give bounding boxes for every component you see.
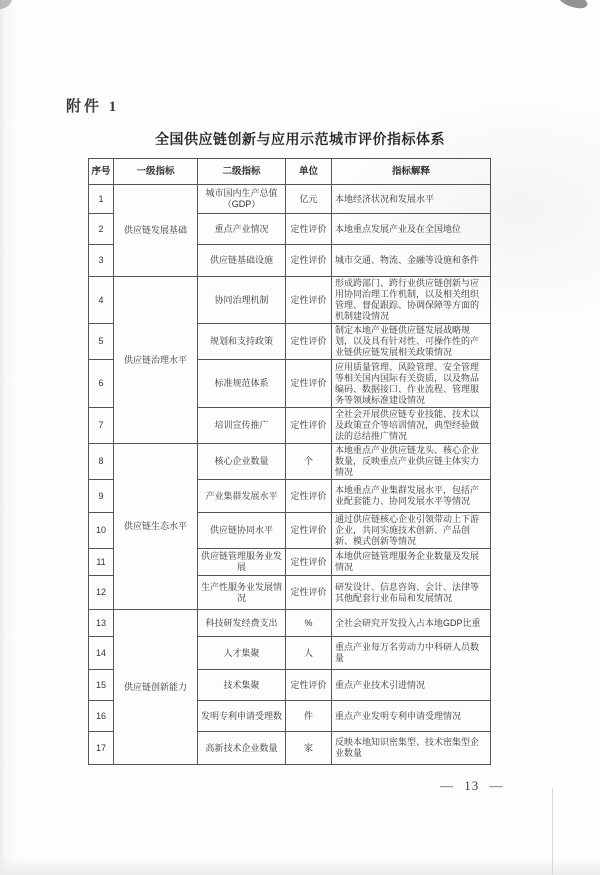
secondary-indicator-cell: 核心企业数量 (198, 444, 286, 480)
secondary-indicator-cell: 人才集聚 (198, 637, 286, 670)
unit-cell: 定性评价 (286, 245, 332, 277)
row-number-cell: 13 (89, 610, 114, 637)
explanation-cell: 重点产业发明专利申请受理情况 (332, 701, 491, 732)
row-number-cell: 9 (89, 480, 114, 513)
row-number-cell: 11 (89, 549, 114, 576)
table-header-row (89, 159, 491, 185)
explanation-cell: 重点产业每万名劳动力中科研人员数量 (332, 637, 491, 670)
secondary-indicator-cell: 生产性服务业发展情况 (198, 576, 286, 610)
unit-cell: 定性评价 (286, 576, 332, 610)
secondary-indicator-cell: 规划和支持政策 (198, 324, 286, 360)
indicator-table (88, 158, 491, 765)
row-number-cell: 17 (89, 732, 114, 765)
explanation-cell: 制定本地产业链供应链发展战略规划，以及具有针对性、可操作性的产业链供应链发展相关政策情况 (332, 324, 491, 360)
unit-cell: 定性评价 (286, 408, 332, 444)
explanation-cell: 本地重点发展产业及在全国地位 (332, 214, 491, 245)
attachment-label: 附件 1 (66, 99, 120, 115)
scan-smudge-top-left (0, 0, 12, 9)
primary-indicator-cell: 供应链发展基础 (114, 185, 198, 277)
primary-indicator-cell: 供应链创新能力 (114, 610, 198, 765)
explanation-cell: 全社会开展供应链专业技能、技术以及政策宣介等培训情况，典型经验做法的总结推广情况 (332, 408, 491, 444)
unit-cell: 定性评价 (286, 513, 332, 549)
unit-cell: % (286, 610, 332, 637)
table-row (89, 277, 491, 324)
secondary-indicator-cell: 供应链基础设施 (198, 245, 286, 277)
unit-cell: 定性评价 (286, 277, 332, 324)
unit-cell: 定性评价 (286, 549, 332, 576)
secondary-indicator-cell: 产业集群发展水平 (198, 480, 286, 513)
secondary-indicator-cell: 发明专利申请受理数 (198, 701, 286, 732)
explanation-cell: 反映本地知识密集型、技术密集型企业数量 (332, 732, 491, 765)
row-number-cell: 7 (89, 408, 114, 444)
secondary-indicator-cell: 重点产业情况 (198, 214, 286, 245)
explanation-cell: 形成跨部门、跨行业供应链创新与应用协同治理工作机制，以及相关组织管理、督促跟踪、协调保障等方面的机制建设情况 (332, 277, 491, 324)
scan-shadow-bottom (0, 858, 600, 875)
explanation-cell: 城市交通、物流、金融等设施和条件 (332, 245, 491, 277)
explanation-cell: 本地重点产业集群发展水平，包括产业配套能力、协同发展水平等情况 (332, 480, 491, 513)
explanation-cell: 本地重点产业供应链龙头、核心企业数量，反映重点产业供应链主体实力情况 (332, 444, 491, 480)
unit-cell: 人 (286, 637, 332, 670)
document-title: 全国供应链创新与应用示范城市评价指标体系 (155, 131, 445, 147)
row-number-cell: 4 (89, 277, 114, 324)
secondary-indicator-cell: 高新技术企业数量 (198, 732, 286, 765)
column-header-explanation: 指标解释 (332, 159, 491, 185)
row-number-cell: 2 (89, 214, 114, 245)
page-number: — 13 — (440, 778, 504, 793)
unit-cell: 家 (286, 732, 332, 765)
explanation-cell: 全社会研究开发投入占本地GDP比重 (332, 610, 491, 637)
explanation-cell: 本地经济状况和发展水平 (332, 185, 491, 214)
row-number-cell: 16 (89, 701, 114, 732)
row-number-cell: 10 (89, 513, 114, 549)
primary-indicator-cell: 供应链生态水平 (114, 444, 198, 610)
row-number-cell: 6 (89, 360, 114, 408)
secondary-indicator-cell: 供应链协同水平 (198, 513, 286, 549)
row-number-cell: 14 (89, 637, 114, 670)
unit-cell: 亿元 (286, 185, 332, 214)
row-number-cell: 15 (89, 670, 114, 701)
secondary-indicator-cell: 城市国内生产总值（GDP） (198, 185, 286, 214)
secondary-indicator-cell: 协同治理机制 (198, 277, 286, 324)
row-number-cell: 8 (89, 444, 114, 480)
unit-cell: 个 (286, 444, 332, 480)
secondary-indicator-cell: 标准规范体系 (198, 360, 286, 408)
unit-cell: 定性评价 (286, 214, 332, 245)
unit-cell: 定性评价 (286, 670, 332, 701)
table-row (89, 444, 491, 480)
secondary-indicator-cell: 培训宣传推广 (198, 408, 286, 444)
primary-indicator-cell: 供应链治理水平 (114, 277, 198, 444)
scan-smudge-top-right (557, 0, 590, 11)
unit-cell: 定性评价 (286, 324, 332, 360)
explanation-cell: 重点产业技术引进情况 (332, 670, 491, 701)
unit-cell: 件 (286, 701, 332, 732)
table-row (89, 610, 491, 637)
secondary-indicator-cell: 供应链管理服务业发展 (198, 549, 286, 576)
secondary-indicator-cell: 技术集聚 (198, 670, 286, 701)
column-header-primary-indicator: 一级指标 (114, 159, 198, 185)
explanation-cell: 本地供应链管理服务企业数量及发展情况 (332, 549, 491, 576)
row-number-cell: 3 (89, 245, 114, 277)
row-number-cell: 5 (89, 324, 114, 360)
row-number-cell: 12 (89, 576, 114, 610)
column-header-secondary-indicator: 二级指标 (198, 159, 286, 185)
explanation-cell: 应用质量管理、风险管理、安全管理等相关国内国际有关资质，以及物品编码、数据接口、作业流程、管理服务等领域标准建设情况 (332, 360, 491, 408)
row-number-cell: 1 (89, 185, 114, 214)
secondary-indicator-cell: 科技研发经费支出 (198, 610, 286, 637)
column-header-no: 序号 (89, 159, 114, 185)
scan-fold-line (552, 788, 553, 875)
explanation-cell: 研发设计、信息咨询、会计、法律等其他配套行业布局和发展情况 (332, 576, 491, 610)
unit-cell: 定性评价 (286, 480, 332, 513)
explanation-cell: 通过供应链核心企业引领带动上下游企业，共同实施技术创新、产品创新、模式创新等情况 (332, 513, 491, 549)
column-header-unit: 单位 (286, 159, 332, 185)
unit-cell: 定性评价 (286, 360, 332, 408)
table-row (89, 185, 491, 214)
